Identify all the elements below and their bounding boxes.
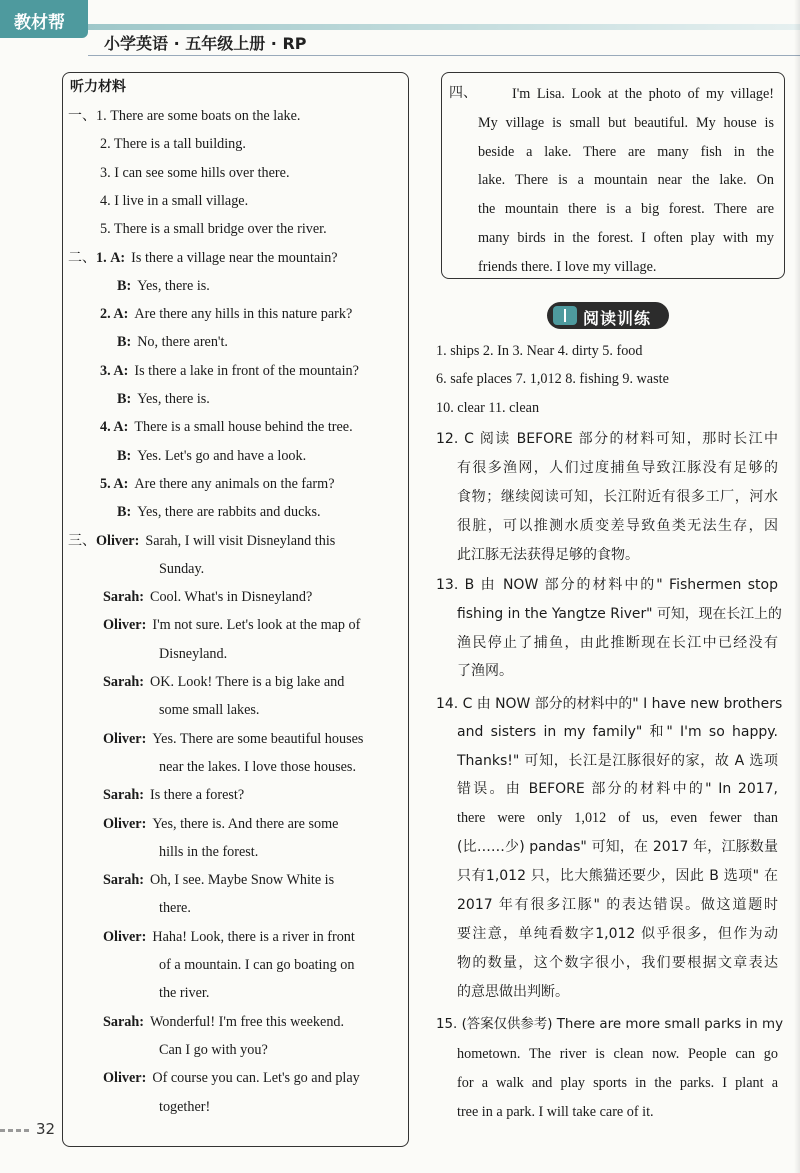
listening-line [103, 814, 338, 834]
section-number: 二、 [68, 249, 96, 266]
book-title: 小学英语 · 五年级上册 · RP [104, 34, 307, 53]
reading-line: 只有1,012 只，比大熊猫还要少，因此 B 选项" 在 [457, 868, 778, 884]
listening-line [100, 134, 246, 154]
line-text: Sarah, I will visit Disneyland this [145, 532, 336, 549]
line-text: Of course you can. Let's go and play [152, 1070, 360, 1087]
reading-line: 食物；继续阅读可知，长江附近有很多工厂，河水 [457, 489, 778, 505]
listening-line [100, 417, 353, 437]
section4-line: lake. There is a mountain near the lake. On [478, 172, 774, 189]
reading-line: 14. C 由 NOW 部分的材料中的" I have new brothers [436, 696, 783, 712]
listening-line [103, 1012, 344, 1032]
line-text: 3. I can see some hills over there. [100, 164, 290, 181]
line-text: of a mountain. I can go boating on [159, 957, 355, 973]
line-text: Oh, I see. Maybe Snow White is [150, 872, 335, 889]
section4-line: beside a lake. There are many fish in the [478, 143, 774, 160]
speaker-label: Sarah: [103, 589, 144, 606]
listening-line [103, 785, 244, 805]
listening-line [100, 474, 335, 494]
line-text: some small lakes. [159, 702, 260, 719]
line-text: Haha! Look, there is a river in front [152, 928, 355, 945]
speaker-label: B: [117, 447, 132, 464]
speaker-label: 5. A: [100, 475, 129, 492]
speaker-label: Oliver: [103, 815, 147, 832]
speaker-label: 4. A: [100, 419, 129, 436]
brand-label: 教材帮 [14, 13, 65, 33]
line-text: I'm not sure. Let's look at the map of [152, 617, 361, 634]
listening-line [103, 587, 312, 607]
reading-line: 6. safe places 7. 1,012 8. fishing 9. waste [436, 371, 669, 387]
listening-line [159, 1097, 210, 1117]
listening-line [159, 757, 356, 777]
reading-line: 2017 年有很多江豚" 的表达错误。做这道题时 [457, 897, 778, 913]
line-text: Yes, there is. [137, 391, 210, 407]
listening-line [103, 870, 334, 890]
section-number: 一、 [68, 108, 96, 124]
header-rule [88, 55, 800, 56]
reading-line: 此江豚无法获得足够的食物。 [457, 547, 639, 563]
listening-line [159, 955, 354, 975]
listening-line [159, 700, 259, 720]
line-text: near the lakes. I love those houses. [159, 758, 356, 775]
reading-training-badge [547, 302, 669, 329]
reading-line: 有很多渔网，人们过度捕鱼导致江豚没有足够的 [457, 460, 778, 476]
reading-line: tree in a park. I will take care of it. [457, 1104, 654, 1120]
reading-line: 物的数量，这个数字很小，我们要根据文章表达 [457, 955, 778, 971]
reading-line: 10. clear 11. clean [436, 400, 540, 416]
line-text: hills in the forest. [159, 843, 259, 860]
section4-line: friends there. I love my village. [478, 258, 657, 275]
section-number: 三、 [68, 532, 96, 549]
listening-line [159, 1040, 268, 1060]
line-text: There is a small house behind the tree. [134, 419, 353, 436]
reading-line: fishing in the Yangtze River" 可知，现在长江上的 [457, 606, 782, 622]
line-text: Is there a forest? [150, 787, 245, 804]
reading-line: 了渔网。 [457, 663, 513, 679]
listening-line [100, 304, 352, 324]
speaker-label: Sarah: [103, 787, 144, 804]
speaker-label: 1. A: [96, 249, 126, 266]
brand-tab [0, 0, 88, 38]
listening-line [117, 276, 210, 296]
listening-line [159, 842, 258, 862]
listening-line [117, 389, 210, 409]
speaker-label: B: [117, 334, 132, 351]
speaker-label: B: [117, 277, 132, 294]
line-text: 1. There are some boats on the lake. [96, 108, 301, 124]
listening-line [103, 729, 363, 749]
listening-line [68, 248, 338, 268]
reading-line: 13. B 由 NOW 部分的材料中的" Fishermen stop [436, 577, 778, 593]
listening-line [103, 1068, 360, 1088]
reading-line: there were only 1,012 of us, even fewer than [457, 810, 778, 826]
speaker-label: B: [117, 504, 132, 521]
reading-badge-label: 阅读训练 [583, 309, 652, 328]
listening-line [117, 332, 228, 352]
reading-line: 的意思做出判断。 [457, 984, 569, 1000]
speaker-label: Sarah: [103, 674, 144, 690]
reading-line: Thanks!" 可知，长江是江豚很好的家，故 A 选项 [457, 753, 778, 769]
listening-line [103, 927, 355, 947]
reading-line: 1. ships 2. In 3. Near 4. dirty 5. food [436, 343, 643, 359]
line-text: Are there any animals on the farm? [134, 475, 335, 492]
reading-line: 15. (答案仅供参考) There are more small parks in my [436, 1017, 784, 1032]
line-text: Are there any hills in this nature park? [134, 306, 353, 323]
page-edge-shadow [794, 0, 800, 1173]
page-number: 32 [36, 1120, 56, 1138]
listening-heading: 听力材料 [70, 79, 126, 95]
line-text: 2. There is a tall building. [100, 136, 246, 153]
line-text: together! [159, 1098, 211, 1115]
line-text: Sunday. [159, 560, 205, 577]
speaker-label: 2. A: [100, 306, 129, 323]
listening-line [100, 163, 290, 183]
speaker-label: Sarah: [103, 1013, 144, 1030]
listening-line [100, 219, 327, 239]
reading-line: for a walk and play sports in the parks. I plant a [457, 1075, 778, 1091]
listening-line [68, 531, 335, 551]
line-text: 4. I live in a small village. [100, 192, 249, 209]
line-text: Is there a village near the mountain? [131, 249, 338, 266]
listening-line [159, 559, 204, 579]
listening-line [117, 502, 321, 522]
reading-line: 渔民停止了捕鱼，由此推断现在长江中已经没有 [457, 635, 778, 651]
section4-line: My village is small but beautiful. My house is [478, 114, 774, 131]
line-text: OK. Look! There is a big lake and [150, 674, 345, 690]
speaker-label: B: [117, 391, 132, 407]
line-text: 5. There is a small bridge over the river. [100, 221, 327, 238]
section4-line: the mountain there is a big forest. There are [478, 201, 774, 218]
reading-line: 很脏，可以推测水质变差导致鱼类无法生存，因 [457, 518, 778, 534]
line-text: Cool. What's in Disneyland? [150, 589, 313, 606]
reading-line: 12. C 阅读 BEFORE 部分的材料可知，那时长江中 [436, 431, 778, 447]
speaker-label: Oliver: [103, 1070, 147, 1087]
speaker-label: Oliver: [103, 730, 147, 747]
reading-line: 错误。由 BEFORE 部分的材料中的" In 2017, [457, 781, 778, 797]
section4-line: I'm Lisa. Look at the photo of my village! [512, 86, 774, 102]
reading-line: 要注意，单纯看数字1,012 似乎很多，但作为动 [457, 926, 778, 942]
section4-line: many birds in the forest. I often play with my [478, 230, 774, 246]
speaker-label: Oliver: [96, 532, 140, 549]
listening-line [103, 672, 344, 692]
listening-line [68, 106, 300, 126]
reading-line: and sisters in my family" 和" I'm so happy. [457, 724, 778, 740]
line-text: there. [159, 900, 191, 917]
page-number-dash [0, 1129, 30, 1132]
line-text: Yes, there is. And there are some [152, 815, 339, 832]
listening-line [159, 644, 227, 664]
listening-line [100, 361, 359, 381]
line-text: Yes. There are some beautiful houses [152, 730, 364, 747]
line-text: Disneyland. [159, 645, 228, 662]
line-text: Can I go with you? [159, 1041, 268, 1058]
line-text: Yes. Let's go and have a look. [137, 447, 307, 464]
section4-label: 四、 [449, 85, 477, 101]
header-strip [88, 24, 800, 30]
speaker-label: Oliver: [103, 617, 147, 634]
line-text: Is there a lake in front of the mountain? [134, 362, 359, 379]
reading-line: hometown. The river is clean now. People can go [457, 1046, 778, 1062]
reading-line: (比……少) pandas" 可知，在 2017 年，江豚数量 [457, 839, 778, 855]
book-icon [553, 306, 577, 325]
listening-line [159, 983, 209, 1003]
speaker-label: 3. A: [100, 362, 129, 379]
line-text: No, there aren't. [137, 334, 228, 351]
line-text: Yes, there is. [137, 277, 210, 294]
line-text: Wonderful! I'm free this weekend. [150, 1013, 345, 1030]
listening-line [100, 191, 248, 211]
page-header [0, 0, 800, 52]
speaker-label: Sarah: [103, 872, 144, 889]
listening-line [117, 446, 306, 466]
speaker-label: Oliver: [103, 928, 147, 945]
listening-line [103, 615, 360, 635]
line-text: Yes, there are rabbits and ducks. [137, 504, 321, 521]
line-text: the river. [159, 985, 210, 1002]
listening-line [159, 898, 191, 918]
